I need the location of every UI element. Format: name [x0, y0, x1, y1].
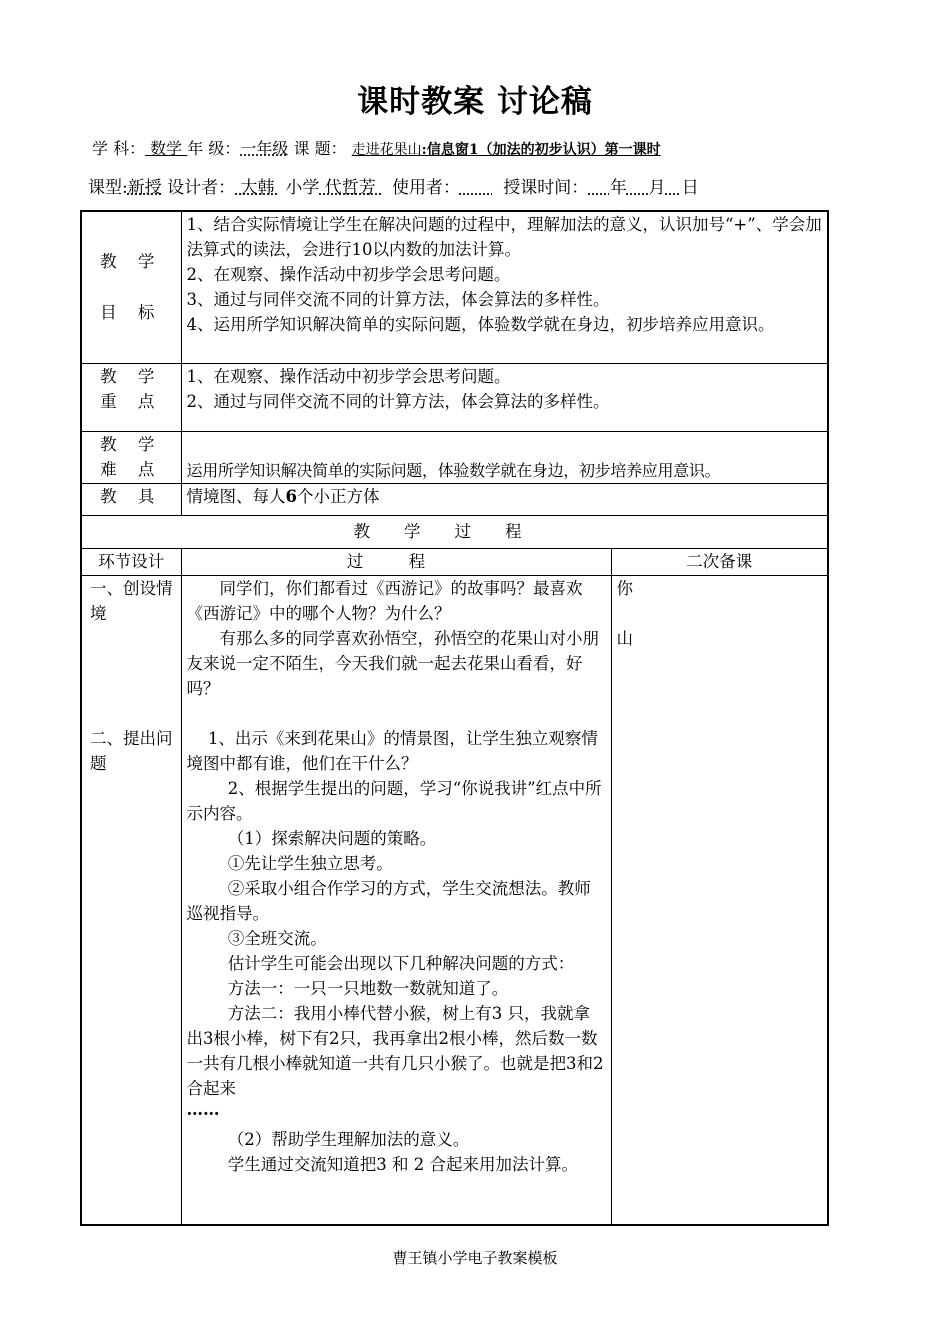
topic-label: 课 题： [293, 139, 347, 158]
objectives-label: 教 学 目 标 [81, 211, 181, 363]
school-word: 小学 [285, 178, 320, 198]
key-row [81, 363, 828, 431]
subject-value: 数学 [145, 139, 188, 158]
grade-value: 一年级 [240, 139, 289, 158]
process-p4: 2、根据学生提出的问题，学习“你说我讲”红点中所示内容。 [186, 778, 602, 823]
month-blank [627, 178, 649, 198]
objective-4: 4、运用所学知识解决简单的实际问题，体验数学就在身边，初步培养应用意识。 [186, 315, 775, 334]
stage-column [81, 575, 181, 1225]
type-value: 新授 [127, 178, 162, 198]
process-p11: 方法二：我用小棒代替小猴，树上有3 只，我就拿出3根小棒，树下有2只，我再拿出2根小棒，然后数一数一共有几根小棒就知道一共有几只小猴了。也就是把3和2合起来 [186, 1003, 604, 1098]
objectives-row [81, 211, 828, 363]
objective-3: 3、通过与同伴交流不同的计算方法，体会算法的多样性。 [186, 290, 610, 309]
note-1: 你 [616, 578, 633, 598]
time-label: 授课时间： [503, 178, 589, 198]
process-p2: 有那么多的同学喜欢孙悟空，孙悟空的花果山对小朋友来说一定不陌生，今天我们就一起去花果山看看，好吗？ [186, 628, 599, 698]
page-footer: 曹王镇小学电子教案模板 [392, 1249, 558, 1267]
col-process-header: 过 程 [181, 548, 611, 575]
stage-1: 一、创设情境 [90, 578, 173, 623]
objective-1: 1、结合实际情境让学生在解决问题的过程中，理解加法的意义，认识加号“+”、学会加法算式的读法，会进行10以内数的加法计算。 [186, 215, 822, 259]
page-title: 课时教案 讨论稿 [357, 84, 593, 120]
process-p3: 1、出示《来到花果山》的情景图，让学生独立观察情境图中都有谁，他们在干什么？ [186, 728, 598, 773]
notes-column [611, 575, 828, 1225]
user-value [460, 178, 492, 198]
designer-school: 大韩 [235, 178, 280, 198]
lesson-plan-table [80, 210, 829, 1226]
tools-row [81, 483, 828, 515]
objective-2: 2、在观察、操作活动中初步学会思考问题。 [186, 265, 511, 284]
process-p13: （2）帮助学生理解加法的意义。 [227, 1129, 470, 1149]
year-word: 年 [609, 178, 627, 198]
year-blank [588, 178, 610, 198]
process-p7: ②采取小组合作学习的方式，学生交流想法。教师巡视指导。 [186, 878, 591, 923]
day-word: 日 [681, 178, 699, 198]
key-2: 2、通过与同伴交流不同的计算方法，体会算法的多样性。 [186, 391, 610, 411]
note-2: 山 [616, 628, 633, 648]
difficulty-row [81, 431, 828, 483]
process-p6: ①先让学生独立思考。 [227, 853, 393, 873]
key-1: 1、在观察、操作活动中初步学会思考问题。 [186, 366, 511, 386]
topic-value: 走进花果山:信息窗1（加法的初步认识）第一课时 [351, 142, 661, 158]
process-header-row [81, 548, 828, 575]
process-column [181, 575, 611, 1225]
difficulty-label: 教 学 难 点 [81, 431, 181, 483]
col-stage-header: 环节设计 [81, 548, 181, 575]
tools-label: 教 具 [81, 483, 181, 515]
section-row [81, 515, 828, 548]
process-section-title: 教学过程 [81, 515, 828, 548]
process-p10: 方法一：一只一只地数一数就知道了。 [227, 978, 509, 998]
key-label: 教 学 重 点 [81, 363, 181, 431]
tools-content: 情境图、每人6个小正方体 [181, 483, 828, 515]
process-p9: 估计学生可能会出现以下几种解决问题的方式： [227, 953, 575, 973]
col-notes-header: 二次备课 [611, 548, 828, 575]
meta-line-1 [92, 136, 661, 159]
designer-label: 设计者： [167, 178, 236, 198]
meta-line-2 [88, 173, 699, 198]
subject-label: 学 科： [92, 139, 146, 158]
designer-name: 代哲芳 [319, 178, 382, 198]
user-label: 使用者： [391, 178, 460, 198]
process-body-row [81, 575, 828, 1225]
month-word: 月 [648, 178, 666, 198]
key-content [181, 363, 828, 431]
process-p14: 学生通过交流知道把3 和 2 合起来用加法计算。 [227, 1154, 578, 1174]
day-blank [665, 178, 681, 198]
process-p8: ③全班交流。 [227, 928, 327, 948]
grade-label: 年 级： [187, 139, 241, 158]
objectives-content [181, 211, 828, 363]
process-p5: （1）探索解决问题的策略。 [227, 828, 437, 848]
difficulty-content: 运用所学知识解决简单的实际问题，体验数学就在身边，初步培养应用意识。 [181, 431, 828, 483]
stage-2: 二、提出问题 [90, 728, 173, 773]
type-label: 课型: [88, 178, 128, 198]
process-p1: 同学们，你们都看过《西游记》的故事吗？最喜欢《西游记》中的哪个人物？为什么？ [186, 578, 583, 623]
process-p12: …… [186, 1099, 220, 1119]
